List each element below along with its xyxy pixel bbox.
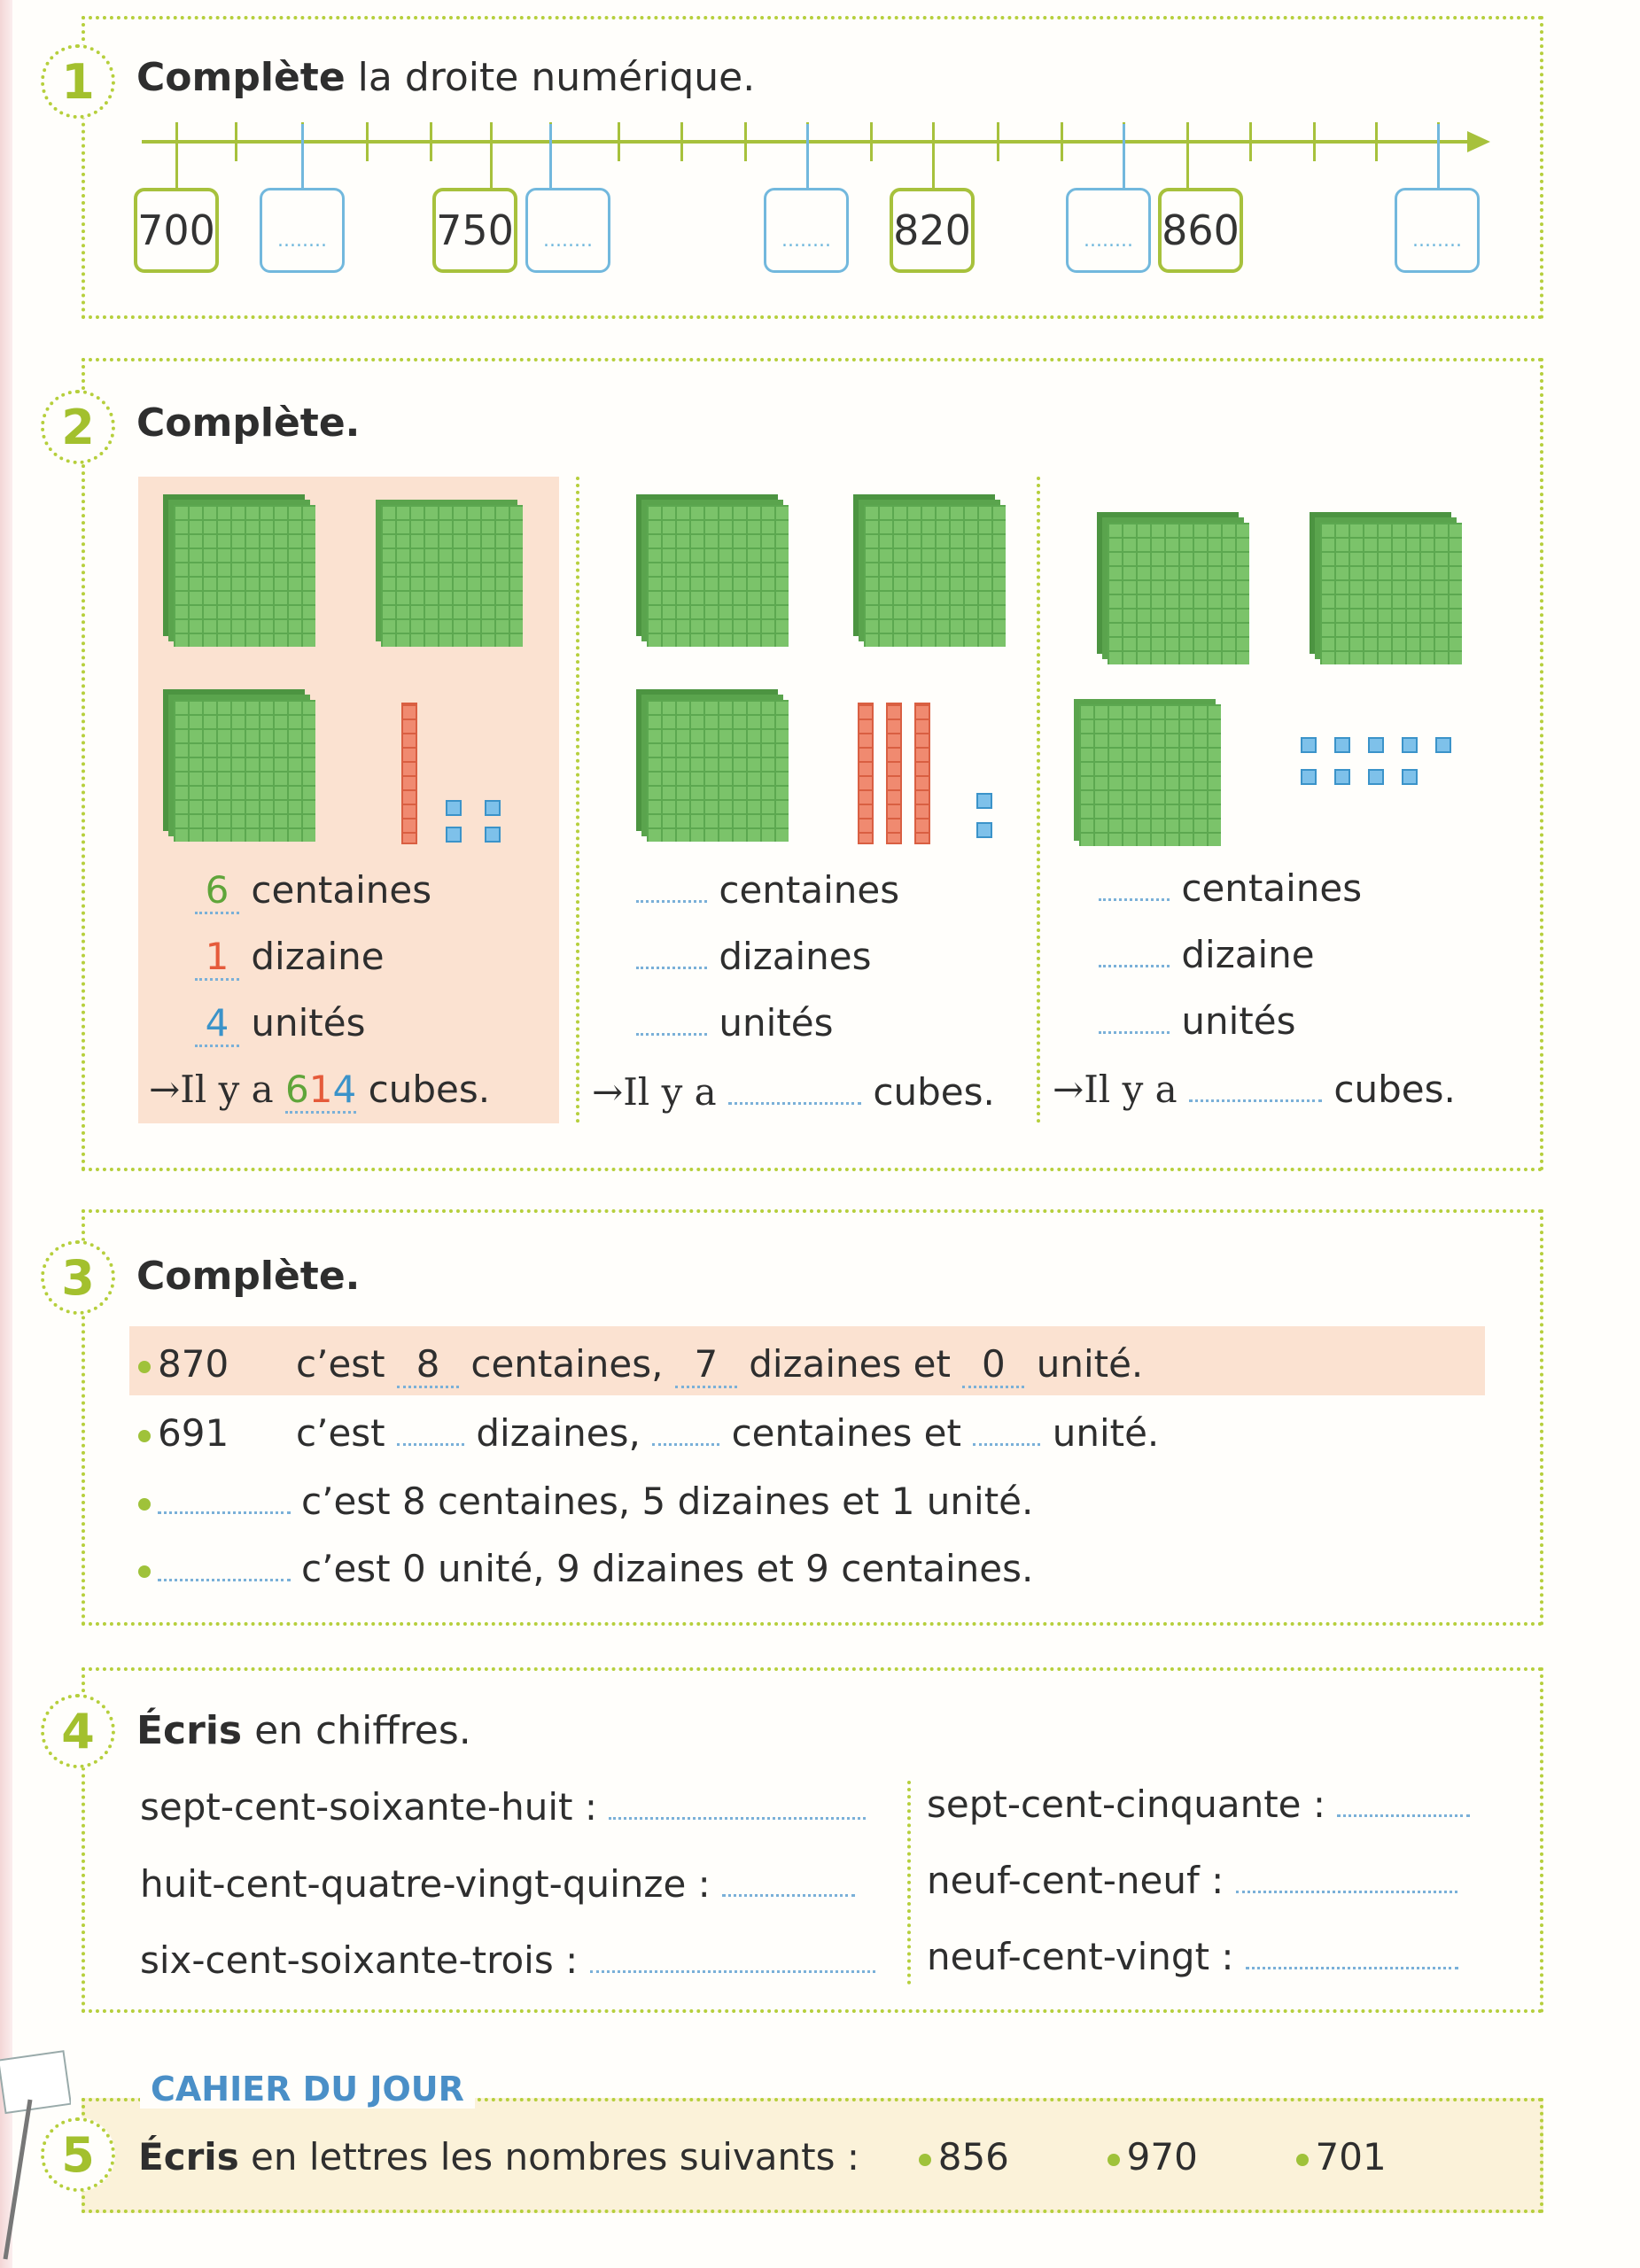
- exercise-1-number: 1: [41, 44, 115, 119]
- bullet-icon: [1108, 2154, 1120, 2166]
- ex3-row-1: [138, 1342, 1143, 1388]
- hundreds-block: [381, 505, 523, 647]
- number-line-connector: [1186, 124, 1189, 188]
- title-rest: en chiffres.: [242, 1708, 471, 1753]
- tens-rod: [401, 703, 417, 844]
- label: centaines: [719, 868, 900, 912]
- p3-centaines: [1099, 866, 1362, 910]
- page-edge: [0, 0, 12, 2268]
- blank-dots: ........: [1084, 229, 1133, 252]
- number-line-connector: [806, 124, 809, 188]
- blank[interactable]: [590, 1944, 875, 1973]
- ex3-row-2: [138, 1411, 1159, 1455]
- bullet-icon: [1296, 2154, 1309, 2166]
- blank[interactable]: [1189, 1073, 1322, 1102]
- p2-total: [592, 1070, 995, 1114]
- label: cubes.: [873, 1070, 995, 1114]
- digit-h: 6: [285, 1068, 309, 1111]
- blank[interactable]: [1246, 1940, 1458, 1969]
- unit-cube: [1301, 769, 1317, 785]
- exercise-3-title-text: Complète.: [136, 1254, 361, 1299]
- exercise-1-title-bold: Complète: [136, 55, 346, 100]
- tens-rod: [858, 703, 874, 844]
- ex3-row-4: [138, 1547, 1033, 1590]
- number-line-connector: [301, 124, 304, 188]
- label: six-cent-soixante-trois :: [140, 1938, 579, 1982]
- blank[interactable]: [1099, 938, 1170, 967]
- statement: c’est 0 unité, 9 dizaines et 9 centaines.: [301, 1547, 1034, 1590]
- blank-dots: ........: [543, 229, 593, 252]
- blank[interactable]: [1099, 1005, 1170, 1034]
- number-box-blank-1[interactable]: [260, 188, 345, 273]
- ex5-instruction: [138, 2135, 1387, 2179]
- number-701: 701: [1315, 2135, 1387, 2179]
- p1-dizaine: [195, 935, 385, 981]
- exercise-3-title: [136, 1254, 360, 1299]
- number-line-tick: [1061, 122, 1063, 161]
- title-bold: Écris: [138, 2135, 239, 2179]
- exercise-5-number: 5: [41, 2117, 115, 2192]
- label: unité.: [1036, 1342, 1144, 1386]
- blank[interactable]: [609, 1790, 866, 1820]
- unit-cube: [1402, 769, 1418, 785]
- number-line-tick: [235, 122, 237, 161]
- unit-cube: [485, 827, 501, 843]
- column-separator: [576, 477, 579, 1123]
- answer-value: 6: [195, 868, 239, 914]
- p2-dizaines: [636, 935, 871, 978]
- blank-dots: ........: [1412, 229, 1462, 252]
- blank[interactable]: [1099, 872, 1170, 901]
- answer-value: 1: [195, 935, 239, 981]
- ex4-right-3: [927, 1935, 1458, 1978]
- label: sept-cent-cinquante :: [927, 1783, 1326, 1826]
- notebook-pencil-icon: [0, 2038, 71, 2268]
- ex3-row-3: [138, 1480, 1033, 1523]
- exercise-3-number: 3: [41, 1240, 115, 1315]
- blank[interactable]: [722, 1868, 855, 1897]
- p1-unites: [195, 1001, 365, 1047]
- column-separator: [1037, 477, 1040, 1123]
- unit-cube: [976, 793, 992, 809]
- ex4-right-2: [927, 1859, 1457, 1902]
- number-line-connector: [175, 124, 178, 188]
- bullet-icon: [138, 1430, 151, 1442]
- answer-value: 4: [195, 1001, 239, 1047]
- bullet-icon: [138, 1565, 151, 1578]
- unit-cube: [1402, 737, 1418, 753]
- arrow-text: →Il y a: [592, 1070, 717, 1114]
- label: cubes.: [368, 1068, 491, 1111]
- blank[interactable]: [728, 1076, 861, 1105]
- label: huit-cent-quatre-vingt-quinze :: [140, 1862, 711, 1906]
- label: dizaines,: [476, 1411, 641, 1455]
- unit-cube: [1435, 737, 1451, 753]
- arrow-text: →Il y a: [149, 1068, 274, 1111]
- blank[interactable]: [1236, 1864, 1457, 1893]
- number: 691: [158, 1411, 229, 1455]
- number-line-tick: [1313, 122, 1316, 161]
- number-box-blank-4[interactable]: [1066, 188, 1151, 273]
- number-line-tick: [870, 122, 873, 161]
- digit-d: 1: [308, 1068, 333, 1111]
- label: unité.: [1052, 1411, 1160, 1455]
- unit-cube: [1334, 769, 1350, 785]
- hundreds-block: [647, 505, 789, 647]
- tens-rod: [914, 703, 930, 844]
- label: centaines,: [470, 1342, 664, 1386]
- bullet-icon: [138, 1498, 151, 1511]
- bullet-icon: [138, 1361, 151, 1373]
- blank[interactable]: [158, 1552, 291, 1581]
- blank[interactable]: [1337, 1788, 1470, 1817]
- label: dizaines: [719, 935, 872, 978]
- p2-centaines: [636, 868, 899, 912]
- answer: 0: [962, 1342, 1024, 1388]
- hundreds-block: [1079, 704, 1221, 846]
- number-line-tick: [744, 122, 747, 161]
- p2-unites: [636, 1001, 833, 1045]
- ex4-left-2: [140, 1862, 855, 1906]
- blank[interactable]: [652, 1417, 719, 1446]
- label: unités: [251, 1001, 366, 1045]
- label: cubes.: [1333, 1068, 1456, 1111]
- label: neuf-cent-neuf :: [927, 1859, 1224, 1902]
- exercise-2-title-text: Complète.: [136, 400, 361, 446]
- number-box-700: 700: [134, 188, 219, 273]
- label: centaines: [1181, 866, 1363, 910]
- exercise-4-number: 4: [41, 1694, 115, 1768]
- ex4-left-1: [140, 1785, 866, 1829]
- blank[interactable]: [636, 1006, 707, 1036]
- exercise-1-title: [136, 55, 755, 100]
- blank[interactable]: [636, 940, 707, 969]
- hundreds-block: [1108, 523, 1249, 664]
- answer: 8: [397, 1342, 459, 1388]
- number-box-820: 820: [890, 188, 975, 273]
- hundreds-block: [647, 700, 789, 842]
- p1-total: [149, 1068, 490, 1114]
- number-line-tick: [430, 122, 432, 161]
- number: 870: [158, 1342, 229, 1386]
- blank[interactable]: [973, 1417, 1040, 1446]
- label: unités: [1181, 999, 1296, 1043]
- number-line-tick: [366, 122, 369, 161]
- answer: 7: [675, 1342, 737, 1388]
- arrow-text: →Il y a: [1053, 1068, 1178, 1111]
- unit-cube: [1334, 737, 1350, 753]
- unit-cube: [1368, 737, 1384, 753]
- bullet-icon: [919, 2154, 931, 2166]
- number-line-tick: [1249, 122, 1252, 161]
- number-box-750: 750: [432, 188, 517, 273]
- exercise-2-number: 2: [41, 390, 115, 464]
- number-box-860: 860: [1158, 188, 1243, 273]
- hundreds-block: [174, 505, 315, 647]
- label: centaines et: [731, 1411, 961, 1455]
- unit-cube: [1368, 769, 1384, 785]
- number-line-tick: [680, 122, 683, 161]
- blank[interactable]: [636, 874, 707, 903]
- number-box-blank-5[interactable]: [1395, 188, 1480, 273]
- label: neuf-cent-vingt :: [927, 1935, 1234, 1978]
- p3-unites: [1099, 999, 1295, 1043]
- number-line-tick: [618, 122, 620, 161]
- number-line-connector: [1123, 124, 1125, 188]
- unit-cube: [976, 822, 992, 838]
- ex4-left-3: [140, 1938, 875, 1982]
- hundreds-block: [1320, 523, 1462, 664]
- ex4-right-1: [927, 1783, 1470, 1826]
- p1-centaines: [195, 868, 431, 914]
- cahier-du-jour-label: CAHIER DU JOUR: [140, 2070, 475, 2109]
- unit-cube: [446, 800, 462, 816]
- title-rest: en lettres les nombres suivants :: [238, 2135, 860, 2179]
- unit-cube: [1301, 737, 1317, 753]
- unit-cube: [485, 800, 501, 816]
- label: sept-cent-soixante-huit :: [140, 1785, 597, 1829]
- unit-cube: [446, 827, 462, 843]
- number-line-connector: [932, 124, 935, 188]
- cest: c’est: [296, 1342, 385, 1386]
- hundreds-block: [174, 700, 315, 842]
- number-line-connector: [549, 124, 552, 188]
- statement: c’est 8 centaines, 5 dizaines et 1 unité.: [301, 1480, 1034, 1523]
- column-separator: [907, 1781, 911, 1984]
- tens-rod: [886, 703, 902, 844]
- number-line-connector: [490, 124, 493, 188]
- exercise-4-title: [136, 1708, 471, 1753]
- blank-dots: ........: [781, 229, 831, 252]
- label: centaines: [251, 868, 432, 912]
- p3-total: [1053, 1068, 1456, 1111]
- digit-u: 4: [332, 1068, 357, 1111]
- number-line-connector: [1437, 124, 1440, 188]
- exercise-1-title-rest: la droite numérique.: [345, 55, 756, 100]
- number-line-arrow: [1467, 131, 1490, 152]
- number-line-tick: [997, 122, 999, 161]
- cest: c’est: [296, 1411, 385, 1455]
- blank-dots: ........: [277, 229, 327, 252]
- p3-dizaine: [1099, 933, 1315, 976]
- exercise-2-title: [136, 400, 360, 446]
- label: dizaines et: [749, 1342, 951, 1386]
- number-box-blank-3[interactable]: [764, 188, 849, 273]
- number-line-tick: [1375, 122, 1378, 161]
- hundreds-block: [864, 505, 1006, 647]
- blank[interactable]: [397, 1417, 464, 1446]
- total-value: [285, 1068, 356, 1114]
- label: dizaine: [251, 935, 385, 978]
- label: dizaine: [1181, 933, 1315, 976]
- blank[interactable]: [158, 1485, 291, 1514]
- title-bold: Écris: [136, 1708, 243, 1753]
- label: unités: [719, 1001, 834, 1045]
- number-970: 970: [1126, 2135, 1198, 2179]
- number-box-blank-2[interactable]: [525, 188, 610, 273]
- number-856: 856: [937, 2135, 1009, 2179]
